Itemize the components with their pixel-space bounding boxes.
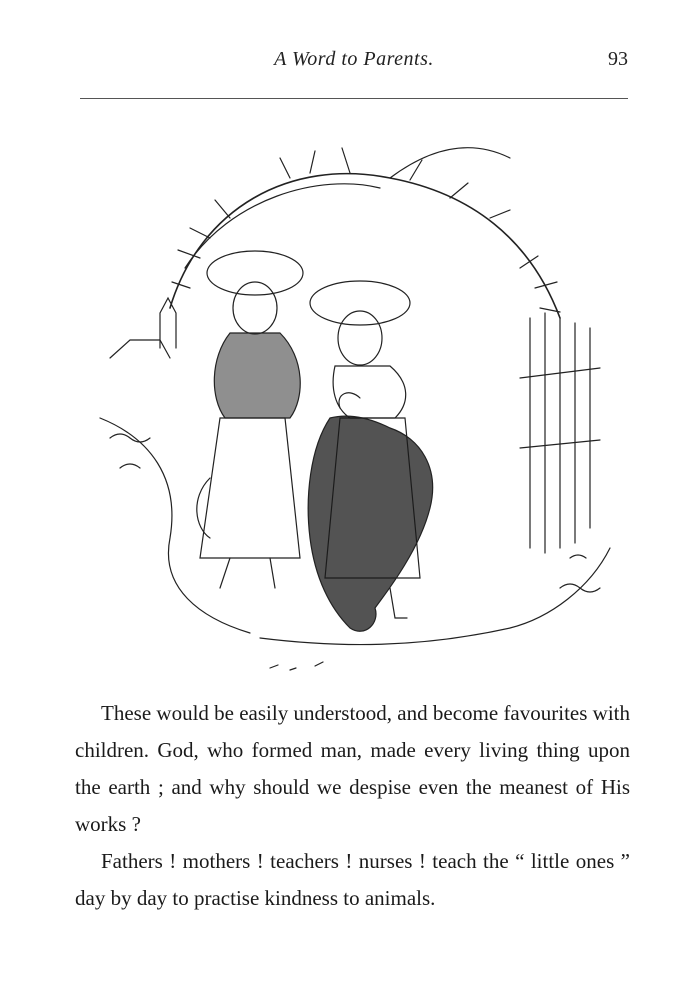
header-rule [80, 98, 628, 99]
engraving-illustration [90, 118, 620, 683]
page-header [80, 48, 628, 78]
running-title: A Word to Parents. [274, 48, 434, 70]
page-number: 93 [608, 48, 628, 70]
paragraph-2: Fathers ! mothers ! teachers ! nurses ! teach the “ little ones ” day by day to practise kindness to animals. [75, 849, 630, 910]
engraving-svg [90, 118, 620, 683]
body-text [75, 695, 630, 917]
paragraph-1: These would be easily understood, and become favourites with children. God, who formed man, made every living thing upon the earth ; and why should we despise even the meanest of His works ? [75, 701, 630, 836]
